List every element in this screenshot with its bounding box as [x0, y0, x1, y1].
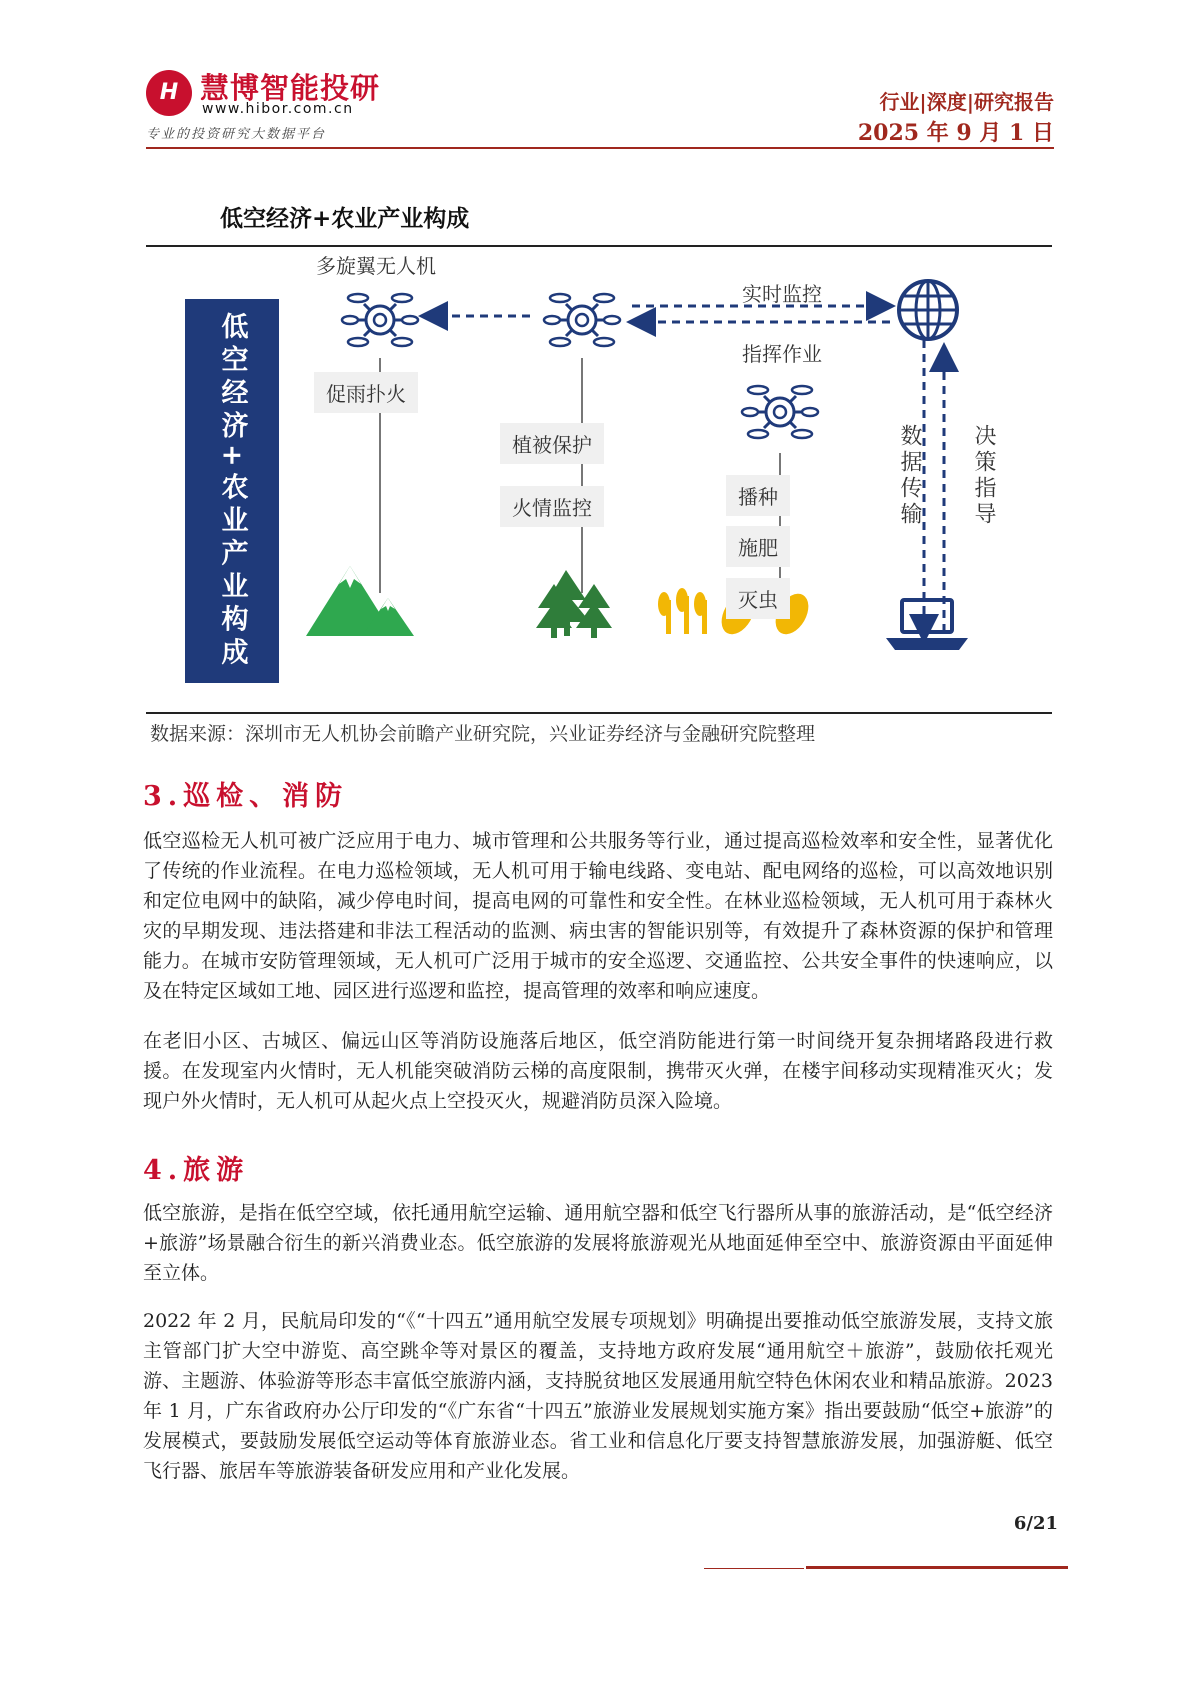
figure-bottom-rule — [146, 712, 1052, 714]
report-category: 行业|深度|研究报告 — [879, 90, 1054, 114]
tree-icon — [536, 570, 612, 638]
decision-guide-label: 决策指导 — [971, 424, 996, 528]
col2-label-1: 植被保护 — [500, 423, 604, 464]
footer-line — [704, 1568, 804, 1569]
section-heading-inspection: 3.巡检、消防 — [143, 781, 349, 812]
laptop-icon — [890, 600, 964, 648]
flow-arrows — [424, 306, 944, 638]
drone-icon-1 — [342, 294, 418, 346]
mountain-icon — [306, 566, 414, 636]
page-number: 6/21 — [1013, 1513, 1058, 1534]
section-paragraph: 低空巡检无人机可被广泛应用于电力、城市管理和公共服务等行业，通过提高巡检效率和安全性，显著优化了传统的作业流程。在电力巡检领域，无人机可用于输电线路、变电站、配电网络的巡检，可以高效地识别和定位电网中的缺陷，减少停电时间，提高电网的可靠性和安全性。在林业巡检领域，无人机可用于森林火灾的早期发现、违法搭建和非法工程活动的监测、病虫害的智能识别等，有效提升了森林资源的保护和管理能力。在城市安防管理领域，无人机可广泛用于城市的安全巡逻、交通监控、公共安全事件的快速响应，以及在特定区域如工地、园区进行巡逻和监控，提高管理的效率和响应速度。 — [143, 830, 1053, 1002]
brand-name: 慧博智能投研 — [200, 71, 381, 105]
section-paragraph: 2022 年 2 月，民航局印发的“《“十四五”通用航空发展专项规划》明确提出要推动低空旅游发展，支持文旅主管部门扩大空中游览、高空跳伞等对景区的覆盖，支持地方政府发展“通用航空＋旅游”，鼓励依托观光游、主题游、体验游等形态丰富低空旅游内涵，支持脱贫地区发展通用航空特色休闲农业和精品旅游。2023 年 1 月，广东省政府办公厅印发的“《广东省“十四五”旅游业发展规划实施方案》指出要鼓励“低空+旅游”的发展模式，要鼓励发展低空运动等体育旅游业态。省工业和信息化厅要支持智慧旅游发展，加强游艇、低空飞行器、旅居车等旅游装备研发应用和产业化发展。 — [143, 1310, 1053, 1482]
figure-top-rule — [146, 245, 1052, 247]
drone-caption: 多旋翼无人机 — [316, 254, 436, 278]
section-heading-tourism: 4.旅游 — [143, 1155, 250, 1186]
globe-icon — [899, 281, 957, 339]
brand-url[interactable]: www.hibor.com.cn — [202, 101, 354, 117]
figure-title: 低空经济+农业产业构成 — [220, 206, 470, 232]
drone-icon-2 — [544, 294, 620, 346]
footer-line-thick — [806, 1566, 1068, 1569]
brand-slogan: 专业的投资研究大数据平台 — [146, 127, 327, 142]
header-divider — [146, 147, 1054, 149]
section-paragraph: 在老旧小区、古城区、偏远山区等消防设施落后地区，低空消防能进行第一时间绕开复杂拥堵路段进行救援。在发现室内火情时，无人机能突破消防云梯的高度限制，携带灭火弹，在楼宇间移动实现精准灭火；发现户外火情时，无人机可从起火点上空投灭火，规避消防员深入险境。 — [143, 1030, 1053, 1112]
col3-label-3: 灭虫 — [726, 578, 790, 619]
col1-label-1: 促雨扑火 — [314, 372, 418, 413]
connector-lines — [380, 358, 780, 593]
brand-logo-mark: H — [146, 70, 192, 116]
data-transfer-label: 数据传输 — [897, 424, 922, 528]
section-paragraph: 低空旅游，是指在低空空域，依托通用航空运输、通用航空器和低空飞行器所从事的旅游活动，是“低空经济+旅游”场景融合衍生的新兴消费业态。低空旅游的发展将旅游观光从地面延伸至空中、旅游资源由平面延伸至立体。 — [143, 1202, 1053, 1284]
col2-label-2: 火情监控 — [500, 486, 604, 527]
link-label-top: 实时监控 — [742, 282, 822, 306]
link-label-bottom: 指挥作业 — [742, 342, 822, 366]
report-date: 2025 年 9 月 1 日 — [857, 120, 1054, 146]
figure-source: 数据来源：深圳市无人机协会前瞻产业研究院，兴业证券经济与金融研究院整理 — [150, 723, 816, 745]
col3-label-1: 播种 — [726, 475, 790, 516]
figure-banner: 低空经济+农业产业构成 — [185, 299, 279, 683]
drone-icon-3 — [742, 386, 818, 438]
col3-label-2: 施肥 — [726, 526, 790, 567]
